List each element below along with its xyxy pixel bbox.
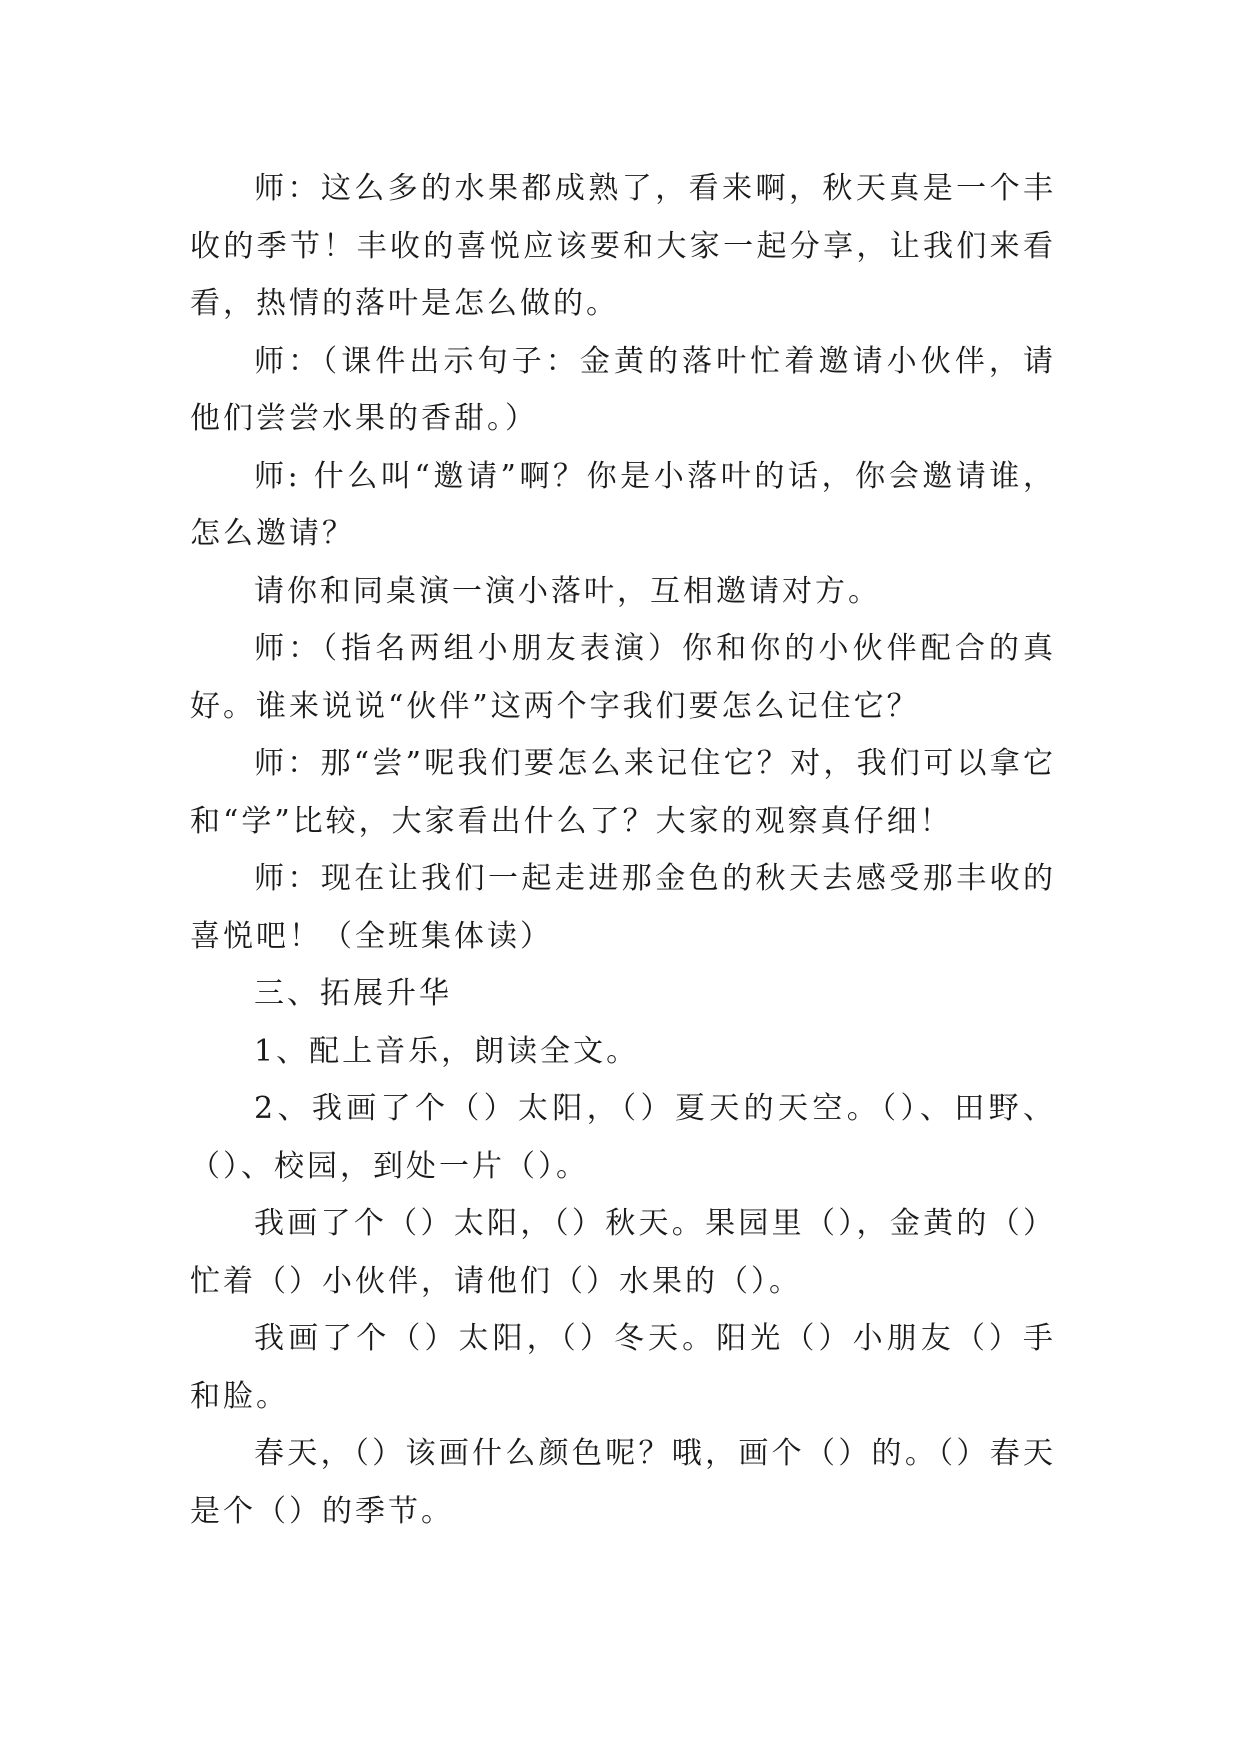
section-heading-extension: 三、拓展升华 (254, 976, 452, 1011)
paragraph-perform-partner: 师：（指名两组小朋友表演）你和你的小伙伴配合的真好。谁来说说“伙伴”这两个字我们要怎么记住它？ (190, 631, 1056, 724)
paragraph-deskmate-act: 请你和同桌演一演小落叶，互相邀请对方。 (254, 573, 881, 609)
document-page (190, 160, 1056, 1540)
paragraph-class-read: 师：现在让我们一起走进那金色的秋天去感受那丰收的喜悦吧！（全班集体读） (190, 861, 1056, 954)
paragraph-spring-fill: 春天，（）该画什么颜色呢？哦，画个（）的。（）春天是个（）的季节。 (190, 1436, 1056, 1529)
paragraph-autumn-fill: 我画了个（）太阳，（）秋天。果园里（），金黄的（）忙着（）小伙伴，请他们（）水果的（）。 (190, 1206, 1056, 1299)
list-item-1: 1、配上音乐，朗读全文。 (254, 1033, 640, 1069)
paragraph-teacher-harvest: 师：这么多的水果都成熟了，看来啊，秋天真是一个丰收的季节！丰收的喜悦应该要和大家一起分享，让我们来看看，热情的落叶是怎么做的。 (190, 171, 1056, 321)
paragraph-courseware-sentence: 师：（课件出示句子：金黄的落叶忙着邀请小伙伴，请他们尝尝水果的香甜。） (190, 343, 1056, 436)
paragraph-winter-fill: 我画了个（）太阳，（）冬天。阳光（）小朋友（）手和脸。 (190, 1321, 1056, 1414)
list-item-2-summer: 2、我画了个（）太阳，（）夏天的天空。（）、田野、（）、校园，到处一片（）。 (190, 1091, 1056, 1184)
paragraph-invite-question: 师: 什么叫“邀请”啊？你是小落叶的话，你会邀请谁，怎么邀请？ (190, 458, 1056, 551)
paragraph-taste-character: 师：那“尝”呢我们要怎么来记住它？对，我们可以拿它和“学”比较，大家看出什么了？大家的观察真仔细！ (190, 746, 1056, 839)
